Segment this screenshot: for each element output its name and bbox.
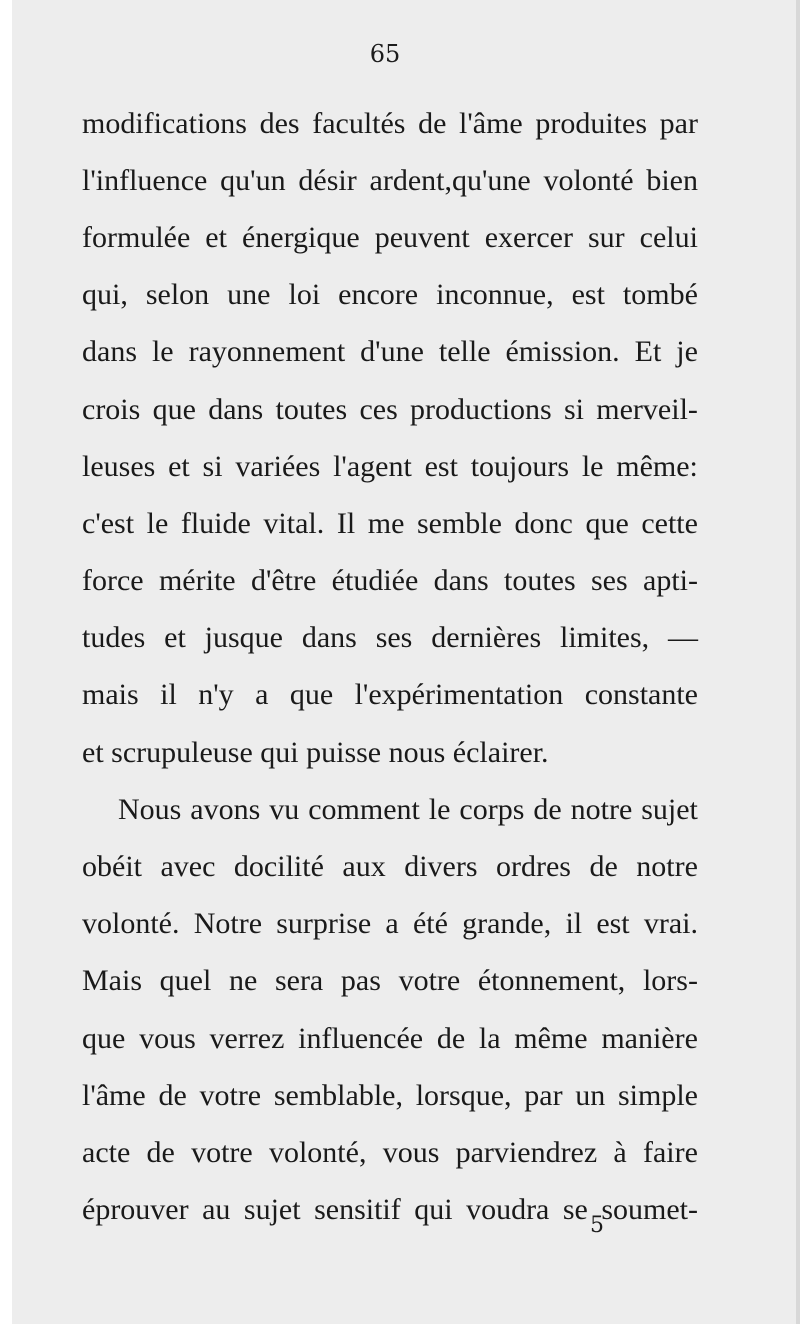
text-word: soumet-: [601, 1193, 698, 1227]
text-word: le: [151, 335, 174, 369]
text-line: [82, 438, 698, 495]
text-word: ses: [375, 621, 413, 655]
text-word: leuses: [82, 449, 156, 483]
text-word: si: [202, 449, 223, 483]
text-word: d'une: [360, 335, 424, 369]
text-word: notre: [570, 792, 633, 826]
text-word: de: [533, 792, 562, 826]
text-word: le: [581, 449, 604, 483]
text-word: étudiée: [331, 564, 419, 598]
text-word: vous: [139, 1021, 196, 1055]
text-word: fluide: [180, 506, 251, 540]
text-word: simple: [618, 1078, 698, 1112]
text-word: quel: [159, 964, 212, 998]
text-word: modifications: [82, 106, 247, 140]
text-word: un: [575, 1078, 606, 1112]
text-word: de: [436, 1021, 466, 1055]
text-line: [82, 781, 698, 838]
text-word: est: [424, 449, 458, 483]
text-word: toujours: [470, 449, 570, 483]
text-word: est: [571, 278, 605, 312]
page-left-margin: [0, 0, 12, 1324]
text-line: [82, 1124, 698, 1181]
text-word: peuvent: [374, 220, 470, 254]
text-word: que: [82, 1021, 126, 1055]
text-word: l'expérimentation: [354, 678, 564, 712]
text-word: inconnue,: [436, 278, 554, 312]
text-line: [82, 267, 698, 324]
text-word: qui,: [82, 278, 128, 312]
text-word: dans: [82, 335, 137, 369]
text-word: loi: [288, 278, 321, 312]
text-line: [82, 953, 698, 1010]
text-word: corps: [459, 792, 525, 826]
text-word: se: [562, 1193, 588, 1227]
text-word: votre: [398, 964, 461, 998]
text-word: Et: [634, 335, 662, 369]
text-word: avec: [160, 850, 216, 884]
text-word: ses: [591, 564, 628, 598]
text-word: et: [168, 449, 190, 483]
text-word: une: [227, 278, 271, 312]
text-line: [82, 553, 698, 610]
text-word: vous: [382, 1135, 440, 1169]
text-word: par: [659, 106, 698, 140]
text-word: mais: [82, 678, 139, 712]
text-word: des: [259, 106, 300, 140]
text-line: [82, 1182, 698, 1239]
text-word: tombé: [622, 278, 698, 312]
text-word: bien: [646, 163, 698, 197]
text-word: émission.: [505, 335, 620, 369]
text-word: ordres: [496, 850, 571, 884]
text-word: parviendrez: [455, 1135, 598, 1169]
text-word: été: [412, 907, 448, 941]
text-word: obéit: [82, 850, 142, 884]
text-word: merveil-: [596, 392, 698, 426]
text-word: volonté: [543, 163, 634, 197]
text-word: votre: [199, 1078, 262, 1112]
text-word: faire: [642, 1135, 698, 1169]
text-word: verrez: [209, 1021, 285, 1055]
text-word: semble: [416, 506, 502, 540]
text-word: facultés: [312, 106, 406, 140]
text-word: Notre: [193, 907, 263, 941]
text-word: mérite: [158, 564, 236, 598]
text-word: énergique: [241, 220, 360, 254]
text-word: le: [428, 792, 451, 826]
text-word: notre: [636, 850, 698, 884]
text-word: divers: [404, 850, 478, 884]
text-line: [82, 1067, 698, 1124]
text-word: Il: [336, 506, 356, 540]
text-word: étonnement,: [477, 964, 626, 998]
text-word: l'agent: [333, 449, 412, 483]
text-word: toutes: [275, 392, 348, 426]
text-word: rayonnement: [188, 335, 346, 369]
text-word: d'être: [250, 564, 317, 598]
text-word: exercer: [484, 220, 573, 254]
text-line: [82, 209, 698, 266]
text-word: —: [668, 621, 698, 655]
text-word: par: [524, 1078, 563, 1112]
text-word: l'âme: [82, 1078, 146, 1112]
text-word: de: [589, 850, 618, 884]
text-word: a: [255, 678, 269, 712]
text-word: qui: [414, 1193, 453, 1227]
text-word: a: [385, 907, 399, 941]
text-line: [82, 896, 698, 953]
text-word: qu'un: [220, 163, 286, 197]
text-line: [82, 667, 698, 724]
text-word: même: [514, 1021, 588, 1055]
text-word: dernières: [431, 621, 542, 655]
text-word: limites,: [559, 621, 650, 655]
text-word: de: [158, 1078, 187, 1112]
text-word: de: [418, 106, 447, 140]
text-word: me: [367, 506, 405, 540]
text-word: que: [152, 392, 196, 426]
text-word: tudes: [82, 621, 146, 655]
text-word: constante: [584, 678, 698, 712]
text-word: ces: [359, 392, 398, 426]
text-word: Nous: [118, 792, 182, 826]
text-word: désir: [298, 163, 357, 197]
text-word: de: [146, 1135, 175, 1169]
text-word: je: [676, 335, 698, 369]
text-word: à: [613, 1135, 627, 1169]
text-word: force: [82, 564, 144, 598]
text-word: l'âme: [459, 106, 523, 140]
text-word: aux: [342, 850, 386, 884]
text-word: c'est: [82, 506, 135, 540]
text-word: toutes: [503, 564, 576, 598]
text-line: [82, 495, 698, 552]
text-word: semblable,: [273, 1078, 403, 1112]
text-word: lorsque,: [415, 1078, 512, 1112]
text-word: manière: [601, 1021, 698, 1055]
text-word: même:: [616, 449, 698, 483]
text-word: si: [563, 392, 584, 426]
text-word: l'influence: [82, 163, 208, 197]
text-word: selon: [145, 278, 210, 312]
text-word: telle: [438, 335, 491, 369]
text-word: voudra: [466, 1193, 550, 1227]
text-line: [82, 610, 698, 667]
text-word: n'y: [198, 678, 234, 712]
text-word: il: [160, 678, 177, 712]
text-word: sera: [274, 964, 324, 998]
text-line: [82, 381, 698, 438]
text-line: et scrupuleuse qui puisse nous éclairer.: [82, 735, 549, 769]
text-word: votre: [191, 1135, 253, 1169]
body-text: [82, 95, 698, 1239]
text-word: grande,: [462, 907, 552, 941]
text-word: au: [202, 1193, 231, 1227]
text-word: ne: [228, 964, 258, 998]
text-word: crois: [82, 392, 141, 426]
text-word: sujet: [243, 1193, 301, 1227]
text-word: ardent,qu'une: [369, 163, 531, 197]
text-line: [82, 1010, 698, 1067]
text-word: et: [205, 220, 227, 254]
text-word: dans: [208, 392, 264, 426]
text-word: celui: [639, 220, 698, 254]
text-word: avons: [190, 792, 261, 826]
text-word: pas: [340, 964, 381, 998]
text-word: variées: [235, 449, 321, 483]
text-word: que: [289, 678, 334, 712]
text-word: la: [478, 1021, 501, 1055]
text-word: vital.: [263, 506, 325, 540]
text-word: encore: [338, 278, 419, 312]
page-right-edge: [796, 0, 800, 1324]
text-line: [82, 95, 698, 152]
text-word: et: [164, 621, 186, 655]
text-word: surprise: [276, 907, 372, 941]
text-word: sujet: [641, 792, 698, 826]
text-word: apti-: [643, 564, 698, 598]
text-word: volonté.: [82, 907, 180, 941]
text-word: dans: [433, 564, 489, 598]
text-word: formulée: [82, 220, 191, 254]
text-word: vrai.: [643, 907, 698, 941]
signature-mark: 5: [590, 1213, 604, 1238]
text-word: influencée: [298, 1021, 424, 1055]
text-word: est: [596, 907, 630, 941]
text-word: que: [585, 506, 629, 540]
text-word: Mais: [82, 964, 142, 998]
text-word: il: [565, 907, 583, 941]
text-word: dans: [301, 621, 357, 655]
text-word: le: [146, 506, 169, 540]
text-line: [82, 152, 698, 209]
text-line: [82, 838, 698, 895]
text-word: donc: [514, 506, 573, 540]
text-line: [82, 324, 698, 381]
text-word: docilité: [233, 850, 324, 884]
text-word: vu: [269, 792, 300, 826]
text-word: produites: [535, 106, 648, 140]
text-word: lors-: [642, 964, 698, 998]
text-word: jusque: [204, 621, 283, 655]
text-word: éprouver: [82, 1193, 189, 1227]
text-word: cette: [641, 506, 698, 540]
text-word: sur: [587, 220, 625, 254]
text-word: comment: [308, 792, 420, 826]
text-word: sensitif: [314, 1193, 401, 1227]
text-word: volonté,: [268, 1135, 367, 1169]
text-word: acte: [82, 1135, 131, 1169]
text-word: productions: [410, 392, 552, 426]
page-number: 65: [369, 40, 401, 68]
